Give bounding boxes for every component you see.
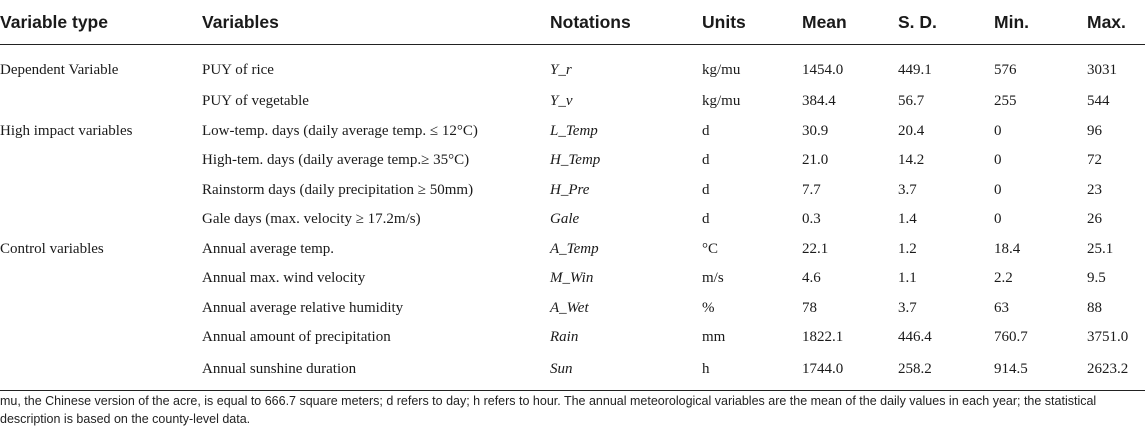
cell-sd: 3.7 [898, 299, 917, 316]
cell-notation: H_Pre [550, 181, 590, 198]
header-min: Min. [994, 0, 1087, 45]
cell-mean: 22.1 [802, 240, 829, 257]
cell-unit: m/s [702, 270, 724, 287]
cell-unit: h [702, 353, 802, 391]
cell-variable-type [0, 205, 202, 235]
cell-notation: A_Temp [550, 240, 599, 257]
cell-min: 576 [994, 61, 1017, 78]
cell-variable: Annual average temp. [202, 240, 335, 257]
cell-variable: High-tem. days (daily average temp.≥ 35°C) [202, 152, 470, 169]
cell-max: 3751.0 [1087, 329, 1129, 346]
cell-mean: 78 [802, 299, 817, 316]
cell-variable: Annual average relative humidity [202, 299, 404, 316]
cell-min: 63 [994, 299, 1009, 316]
cell-sd: 3.7 [898, 181, 917, 198]
cell-sd: 20.4 [898, 122, 925, 139]
cell-notation: Y_r [550, 61, 572, 78]
cell-min: 914.5 [994, 353, 1087, 391]
cell-min: 255 [994, 93, 1017, 110]
cell-unit: °C [702, 240, 719, 257]
header-variable-type: Variable type [0, 0, 202, 45]
cell-unit: mm [702, 329, 726, 346]
cell-notation: Sun [550, 353, 702, 391]
table-row [0, 205, 1145, 235]
cell-variable-type: High impact variables [0, 122, 133, 139]
cell-unit: % [702, 299, 715, 316]
cell-variable-type [0, 176, 202, 206]
cell-mean: 384.4 [802, 93, 836, 110]
cell-variable-type [0, 146, 202, 176]
cell-variable-type: Control variables [0, 240, 104, 257]
cell-mean: 21.0 [802, 152, 829, 169]
table-row [0, 176, 1145, 206]
cell-variable: Rainstorm days (daily precipitation ≥ 50mm) [202, 181, 474, 198]
cell-notation: L_Temp [550, 122, 598, 139]
table-row [0, 294, 1145, 324]
cell-unit: d [702, 211, 710, 228]
cell-variable: PUY of rice [202, 61, 274, 78]
header-sd: S. D. [898, 0, 994, 45]
cell-unit: kg/mu [702, 93, 741, 110]
header-row [0, 0, 1145, 45]
cell-max: 23 [1087, 181, 1102, 198]
cell-max: 544 [1087, 93, 1110, 110]
cell-max: 72 [1087, 152, 1102, 169]
cell-max: 25.1 [1087, 240, 1114, 257]
cell-notation: Y_v [550, 93, 573, 110]
cell-notation: Gale [550, 211, 580, 228]
cell-mean: 4.6 [802, 270, 821, 287]
cell-unit: kg/mu [702, 61, 741, 78]
cell-unit: d [702, 122, 710, 139]
cell-max: 2623.2 [1087, 353, 1145, 391]
cell-mean: 7.7 [802, 181, 821, 198]
cell-sd: 446.4 [898, 329, 932, 346]
cell-min: 0 [994, 211, 1002, 228]
table-footnote: mu, the Chinese version of the acre, is equal to 666.7 square meters; d refers to day; h refers to hour. The annual meteorological variables are the mean of the daily values in each year; the statistical description is based on the county-level data. [0, 394, 1097, 426]
cell-max: 9.5 [1087, 270, 1106, 287]
header-mean: Mean [802, 0, 898, 45]
cell-max: 96 [1087, 122, 1102, 139]
header-notations: Notations [550, 0, 702, 45]
cell-variable: PUY of vegetable [202, 93, 309, 110]
cell-variable-type [0, 264, 202, 294]
cell-min: 760.7 [994, 329, 1028, 346]
cell-min: 18.4 [994, 240, 1021, 257]
cell-variable-type [0, 294, 202, 324]
table-row [0, 353, 1145, 391]
cell-unit: d [702, 152, 710, 169]
cell-sd: 1.1 [898, 270, 917, 287]
table-row [0, 87, 1145, 117]
table-body [0, 45, 1145, 391]
cell-mean: 1744.0 [802, 353, 898, 391]
cell-variable-type [0, 323, 202, 353]
table-row [0, 323, 1145, 353]
table-row [0, 235, 1145, 265]
cell-variable-type [0, 353, 202, 391]
cell-min: 0 [994, 181, 1002, 198]
header-max: Max. [1087, 0, 1145, 45]
cell-variable: Annual sunshine duration [202, 353, 550, 391]
table-row [0, 146, 1145, 176]
cell-sd: 14.2 [898, 152, 925, 169]
cell-sd: 449.1 [898, 61, 932, 78]
cell-variable: Annual max. wind velocity [202, 270, 366, 287]
header-variables: Variables [202, 0, 550, 45]
table-row [0, 264, 1145, 294]
cell-mean: 1454.0 [802, 61, 844, 78]
cell-min: 2.2 [994, 270, 1013, 287]
cell-min: 0 [994, 122, 1002, 139]
cell-mean: 1822.1 [802, 329, 844, 346]
cell-notation: A_Wet [550, 299, 589, 316]
cell-notation: H_Temp [550, 152, 601, 169]
cell-variable: Annual amount of precipitation [202, 329, 391, 346]
cell-sd: 258.2 [898, 353, 994, 391]
cell-max: 26 [1087, 211, 1102, 228]
cell-mean: 30.9 [802, 122, 829, 139]
cell-variable-type [0, 87, 202, 117]
cell-max: 3031 [1087, 61, 1117, 78]
cell-unit: d [702, 181, 710, 198]
cell-variable: Gale days (max. velocity ≥ 17.2m/s) [202, 211, 421, 228]
header-units: Units [702, 0, 802, 45]
table-row [0, 117, 1145, 147]
cell-variable: Low-temp. days (daily average temp. ≤ 12°C) [202, 122, 478, 139]
cell-notation: Rain [550, 329, 579, 346]
cell-sd: 56.7 [898, 93, 925, 110]
cell-notation: M_Win [550, 270, 594, 287]
cell-max: 88 [1087, 299, 1102, 316]
cell-min: 0 [994, 152, 1002, 169]
cell-variable-type: Dependent Variable [0, 61, 119, 78]
cell-mean: 0.3 [802, 211, 821, 228]
cell-sd: 1.2 [898, 240, 917, 257]
table-row [0, 45, 1145, 88]
cell-sd: 1.4 [898, 211, 917, 228]
